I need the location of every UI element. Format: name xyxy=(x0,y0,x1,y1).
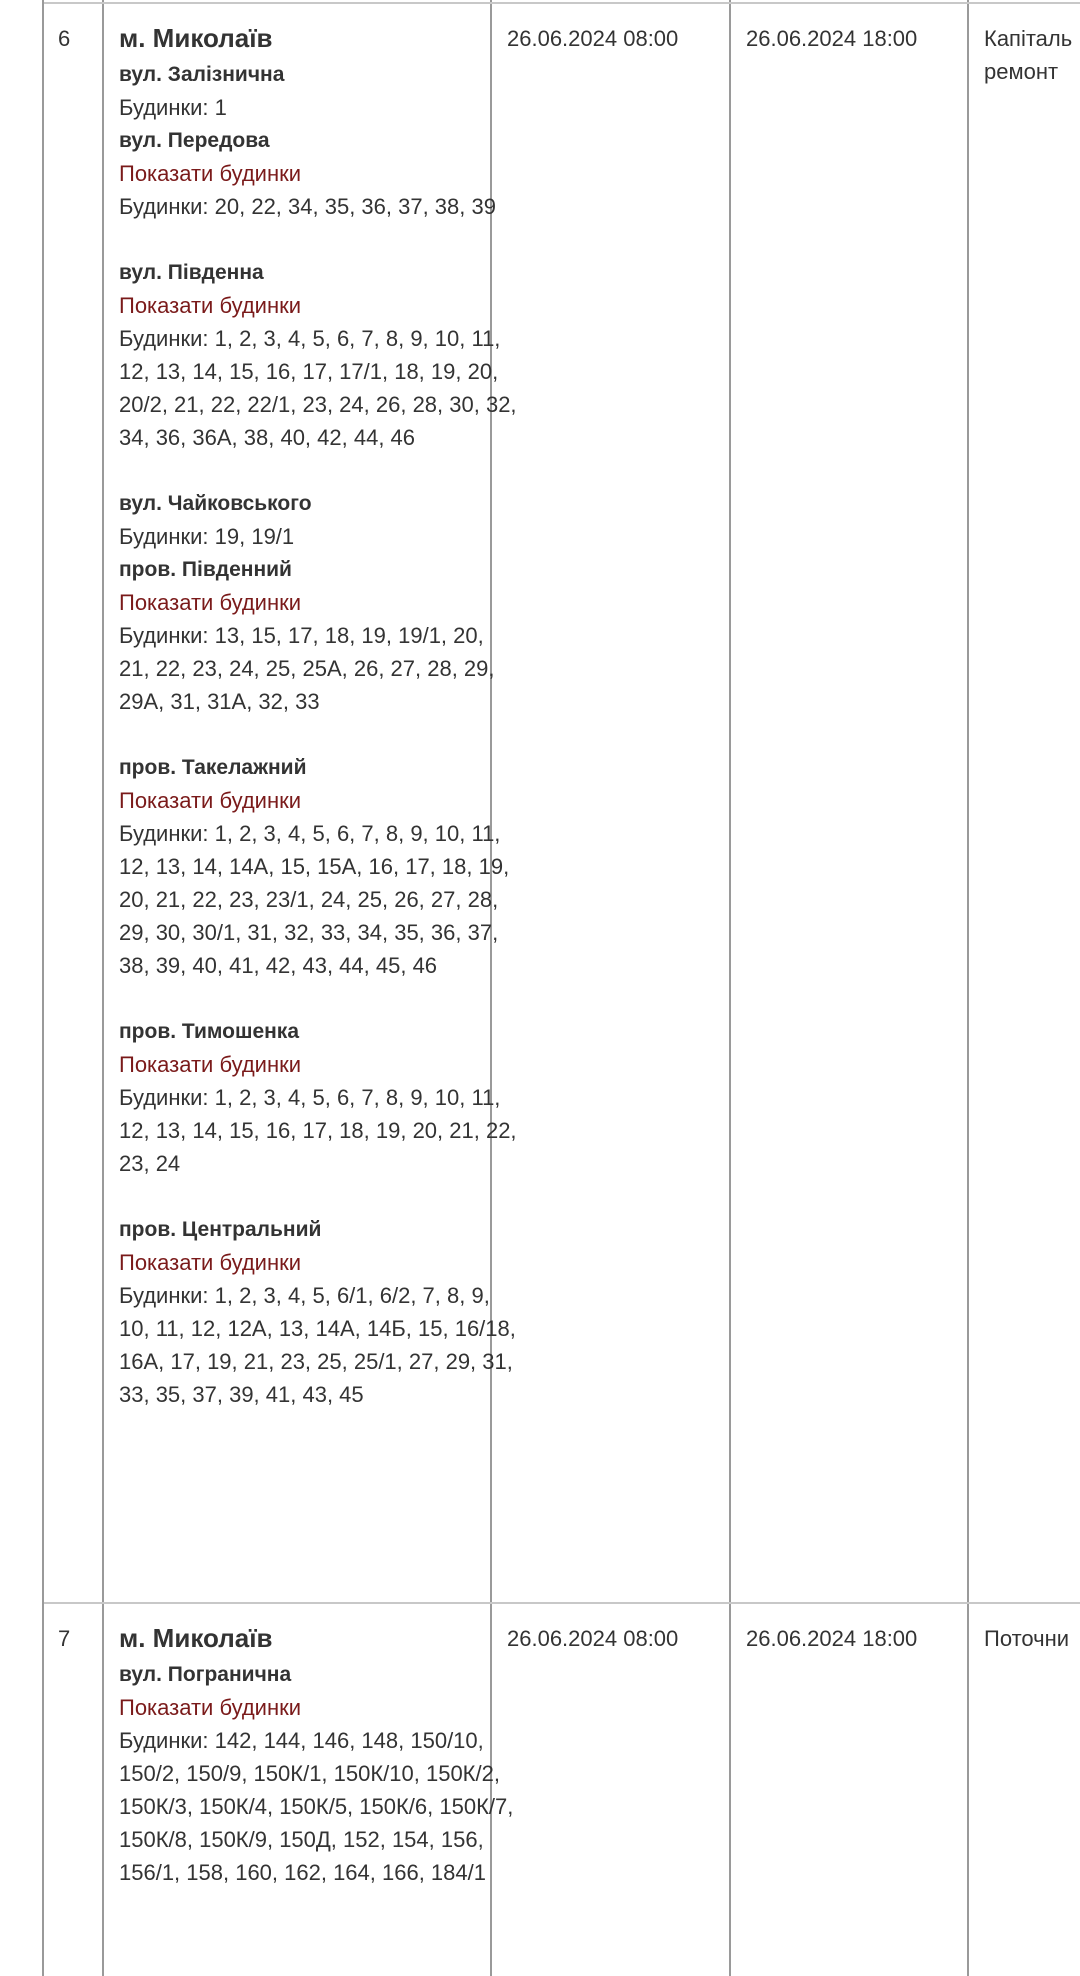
show-houses-link[interactable]: Показати будинки xyxy=(119,590,302,615)
house-list: Будинки: 1, 2, 3, 4, 5, 6, 7, 8, 9, 10, 11, 12, 13, 14, 15, 16, 17, 18, 19, 20, 21, 22, 23, 24 xyxy=(119,1085,517,1176)
street-group xyxy=(119,124,519,223)
street-name: пров. Центральний xyxy=(119,1218,322,1241)
street-group xyxy=(119,1213,519,1411)
street-name: вул. Чайковського xyxy=(119,492,312,515)
show-houses-link[interactable]: Показати будинки xyxy=(119,1052,302,1077)
house-list: Будинки: 1 xyxy=(119,95,227,120)
street-name: вул. Південна xyxy=(119,261,264,284)
table-row xyxy=(44,0,1080,1602)
address-cell xyxy=(119,1620,519,1889)
work-type: Капіталь ремонт xyxy=(984,26,1073,84)
street-name: вул. Залізнична xyxy=(119,63,285,86)
street-name: вул. Передова xyxy=(119,129,270,152)
street-group xyxy=(119,1658,519,1889)
street-name: пров. Такелажний xyxy=(119,756,307,779)
table-row xyxy=(44,1600,1080,1976)
show-houses-link[interactable]: Показати будинки xyxy=(119,1695,302,1720)
house-list: Будинки: 1, 2, 3, 4, 5, 6, 7, 8, 9, 10, 11, 12, 13, 14, 14А, 15, 15А, 16, 17, 18, 19, 20, 21, 22, 23, 23/1, 24, 25, 26, 27, 28, 29, 30, 30/1, 31, 32, 33, 34, 35, 36, 37, 38, 39, 40, 41, 42, 43, 44, 45, 46 xyxy=(119,821,510,978)
row-number: 6 xyxy=(58,26,71,51)
show-houses-link[interactable]: Показати будинки xyxy=(119,788,302,813)
house-list: Будинки: 13, 15, 17, 18, 19, 19/1, 20, 21, 22, 23, 24, 25, 25А, 26, 27, 28, 29, 29А, 31, 31А, 32, 33 xyxy=(119,623,495,714)
show-houses-link[interactable]: Показати будинки xyxy=(119,293,302,318)
street-name: вул. Погранична xyxy=(119,1663,292,1686)
show-houses-link[interactable]: Показати будинки xyxy=(119,1250,302,1275)
street-group xyxy=(119,1015,519,1180)
house-list: Будинки: 1, 2, 3, 4, 5, 6, 7, 8, 9, 10, 11, 12, 13, 14, 15, 16, 17, 17/1, 18, 19, 20, 20/2, 21, 22, 22/1, 23, 24, 26, 28, 30, 32, 34, 36, 36А, 38, 40, 42, 44, 46 xyxy=(119,326,517,450)
city-name: м. Миколаїв xyxy=(119,23,273,53)
house-list: Будинки: 142, 144, 146, 148, 150/10, 150/2, 150/9, 150К/1, 150К/10, 150К/2, 150К/3, 150К/4, 150К/5, 150К/6, 150К/7, 150К/8, 150К/9, 150Д, 152, 154, 156, 156/1, 158, 160, 162, 164, 166, 184/1 xyxy=(119,1728,514,1885)
house-list: Будинки: 20, 22, 34, 35, 36, 37, 38, 39 xyxy=(119,194,496,219)
start-datetime: 26.06.2024 08:00 xyxy=(507,26,679,51)
end-datetime: 26.06.2024 18:00 xyxy=(746,26,918,51)
work-type: Поточни xyxy=(984,1626,1070,1651)
street-group xyxy=(119,58,519,124)
street-name: пров. Південний xyxy=(119,558,292,581)
show-houses-link[interactable]: Показати будинки xyxy=(119,161,302,186)
street-group xyxy=(119,487,519,553)
city-name: м. Миколаїв xyxy=(119,1623,273,1653)
street-name: пров. Тимошенка xyxy=(119,1020,299,1043)
house-list: Будинки: 1, 2, 3, 4, 5, 6/1, 6/2, 7, 8, 9, 10, 11, 12, 12А, 13, 14А, 14Б, 15, 16/18, 16А, 17, 19, 21, 23, 25, 25/1, 27, 29, 31, 33, 35, 37, 39, 41, 43, 45 xyxy=(119,1283,516,1407)
street-group xyxy=(119,256,519,454)
house-list: Будинки: 19, 19/1 xyxy=(119,524,295,549)
row-number: 7 xyxy=(58,1626,71,1651)
end-datetime: 26.06.2024 18:00 xyxy=(746,1626,918,1651)
street-group xyxy=(119,751,519,982)
start-datetime: 26.06.2024 08:00 xyxy=(507,1626,679,1651)
address-cell xyxy=(119,20,519,1411)
street-group xyxy=(119,553,519,718)
